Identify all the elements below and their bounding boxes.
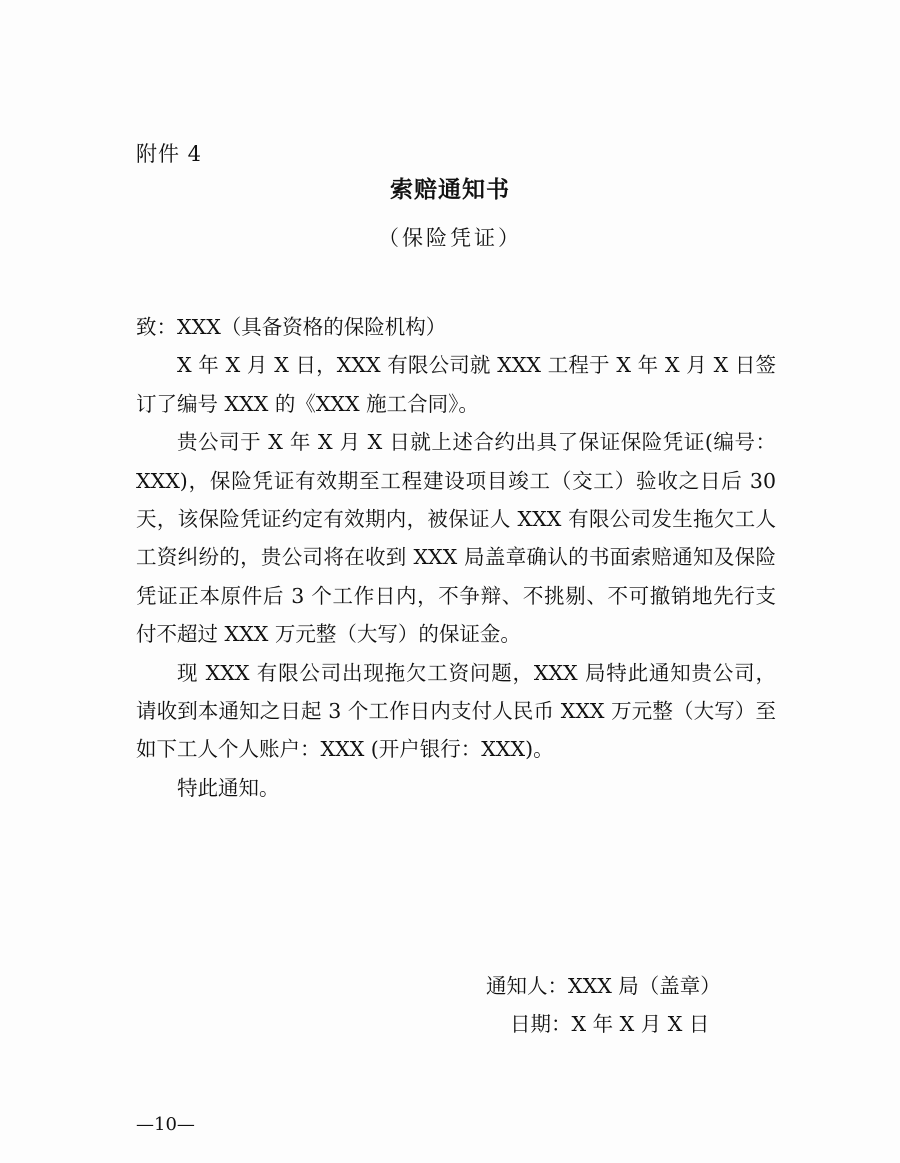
date-line: 日期：X 年 X 月 X 日	[510, 1012, 710, 1037]
salutation: 致：XXX（具备资格的保险机构）	[136, 315, 447, 339]
document-body	[136, 308, 776, 807]
paragraph-insurance: 贵公司于 X 年 X 月 X 日就上述合约出具了保证保险凭证(编号：XXX)，保险凭证有效期至工程建设项目竣工（交工）验收之日后 30 天，该保险凭证约定有效期内，被保证人 XXX 有限公司发生拖欠工人工资纠纷的，贵公司将在收到 XXX 局盖章确认的书面索赔通知及保险凭证正本原件后 3 个工作日内，不争辩、不挑剔、不可撤销地先行支付不超过 XXX 万元整（大写）的保证金。	[136, 430, 776, 647]
paragraph-contract: X 年 X 月 X 日，XXX 有限公司就 XXX 工程于 X 年 X 月 X 日签订了编号 XXX 的《XXX 施工合同》。	[136, 353, 776, 416]
notifier-line: 通知人：XXX 局（盖章）	[486, 974, 721, 998]
attachment-label: 附件 4	[136, 142, 203, 166]
paragraph-notice: 现 XXX 有限公司出现拖欠工资问题，XXX 局特此通知贵公司，请收到本通知之日起 3 个工作日内支付人民币 XXX 万元整（大写）至如下工人个人账户：XXX (开户银行：XXX)。	[136, 660, 776, 762]
document-subtitle: （保险凭证）	[378, 226, 522, 250]
page-number: —10—	[136, 1114, 195, 1135]
paragraph-closing: 特此通知。	[177, 775, 280, 800]
document-title: 索赔通知书	[390, 176, 510, 203]
signature-block	[486, 967, 721, 1044]
